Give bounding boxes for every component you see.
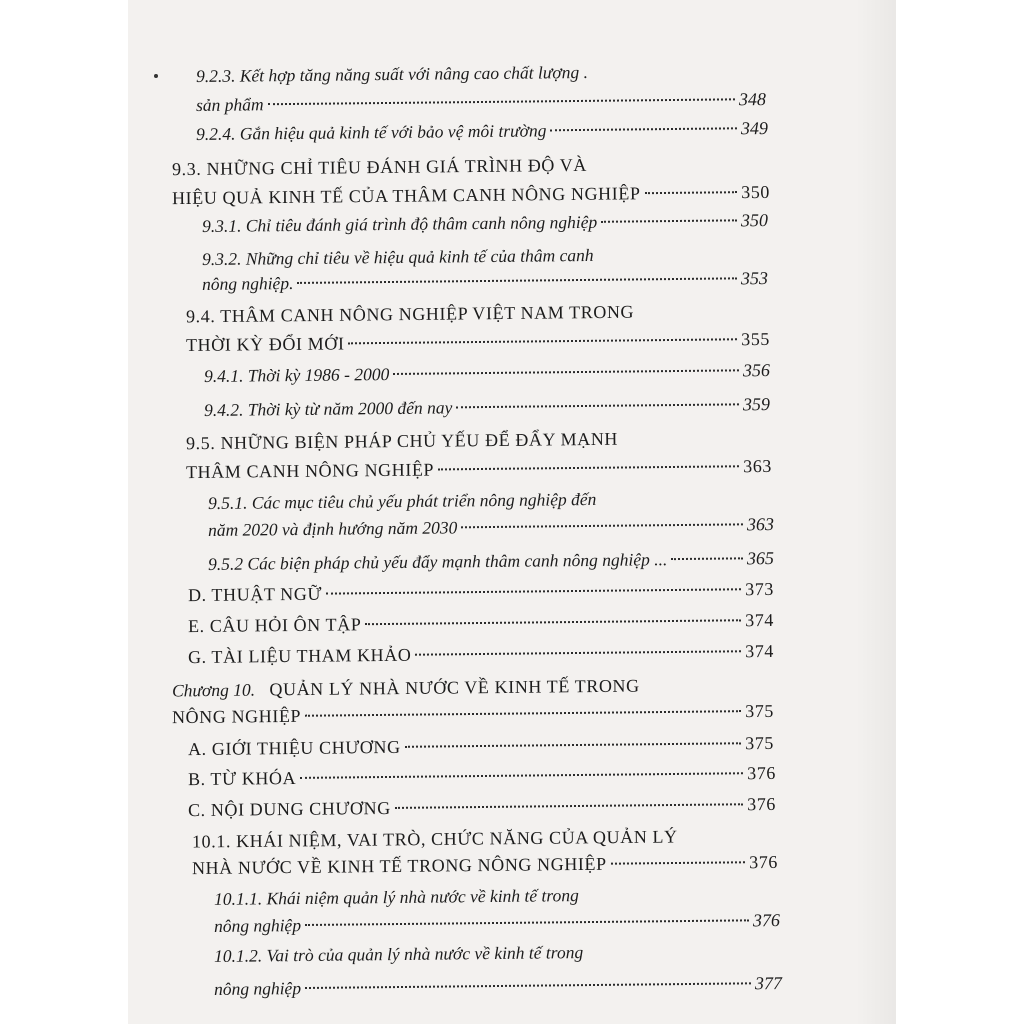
toc-entry-page: 348 bbox=[738, 89, 767, 110]
toc-entry-page: 373 bbox=[745, 578, 775, 600]
dot-leader bbox=[300, 771, 743, 779]
table-of-contents bbox=[128, 0, 896, 1024]
toc-entry-page: 376 bbox=[752, 910, 781, 931]
toc-entry bbox=[204, 356, 770, 390]
dot-leader bbox=[365, 618, 741, 625]
toc-section-heading bbox=[186, 325, 770, 359]
toc-entry-page: 356 bbox=[742, 360, 771, 381]
toc-entry bbox=[202, 264, 768, 298]
dot-leader bbox=[297, 276, 737, 284]
toc-entry-page: 359 bbox=[742, 394, 771, 415]
toc-entry-page: 377 bbox=[754, 973, 783, 994]
dot-leader bbox=[461, 522, 743, 528]
dot-leader bbox=[348, 337, 737, 344]
toc-entry-title: 10.1. KHÁI NIỆM, VAI TRÒ, CHỨC NĂNG CỦA QUẢN LÝ bbox=[191, 826, 678, 852]
toc-entry-page: 349 bbox=[740, 118, 769, 139]
toc-entry-title: 9.4.1. Thời kỳ 1986 - 2000 bbox=[203, 364, 390, 386]
toc-entry bbox=[214, 969, 782, 1003]
toc-entry-title: A. GIỚI THIỆU CHƯƠNG bbox=[187, 736, 401, 760]
dot-leader bbox=[268, 97, 735, 105]
toc-section-heading bbox=[188, 575, 774, 609]
toc-entry-title: 10.1.2. Vai trò của quản lý nhà nước về kinh tế trong bbox=[213, 942, 584, 966]
toc-entry-page: 350 bbox=[741, 181, 771, 203]
toc-entry-title: 9.5. NHỮNG BIỆN PHÁP CHỦ YẾU ĐỂ ĐẨY MẠNH bbox=[185, 428, 619, 454]
dot-leader bbox=[405, 741, 742, 748]
toc-entry-title: 9.4.2. Thời kỳ từ năm 2000 đến nay bbox=[203, 397, 453, 420]
toc-entry-page: 374 bbox=[745, 640, 775, 662]
toc-entry-page: 375 bbox=[745, 700, 775, 722]
toc-section-heading bbox=[188, 637, 774, 671]
toc-entry bbox=[214, 938, 583, 970]
dot-leader bbox=[393, 368, 739, 375]
toc-entry-page: 365 bbox=[746, 548, 775, 569]
toc-entry-title: HIỆU QUẢ KINH TẾ CỦA THÂM CANH NÔNG NGHIỆP bbox=[171, 183, 641, 209]
dot-leader bbox=[456, 402, 739, 408]
dot-leader bbox=[611, 860, 746, 864]
toc-section-heading bbox=[188, 790, 776, 824]
toc-section-heading bbox=[186, 298, 634, 331]
toc-entry-page: 350 bbox=[740, 210, 769, 231]
toc-entry-title: THÂM CANH NÔNG NGHIỆP bbox=[185, 459, 435, 483]
dot-leader bbox=[326, 587, 741, 594]
chapter-number: Chương 10. bbox=[171, 679, 256, 701]
toc-entry-title: 9.3.2. Những chỉ tiêu về hiệu quả kinh tế của thâm canh bbox=[201, 244, 594, 270]
dot-leader bbox=[305, 918, 749, 926]
toc-entry-page: 374 bbox=[745, 609, 775, 631]
toc-entry-title: năm 2020 và định hướng năm 2030 bbox=[207, 517, 458, 540]
toc-chapter-heading bbox=[172, 697, 774, 731]
toc-entry-title: 9.4. THÂM CANH NÔNG NGHIỆP VIỆT NAM TRONG bbox=[185, 301, 635, 327]
toc-entry-title: 9.5.2 Các biện pháp chủ yếu đẩy mạnh thâm canh nông nghiệp ... bbox=[207, 549, 668, 574]
toc-entry-title: 9.2.3. Kết hợp tăng năng suất với nâng cao chất lượng . bbox=[195, 61, 589, 87]
toc-entry-title: nông nghiệp. bbox=[201, 273, 294, 294]
toc-section-heading bbox=[172, 151, 587, 183]
dot-leader bbox=[671, 556, 743, 560]
dot-leader bbox=[601, 218, 737, 222]
toc-entry-title: QUẢN LÝ NHÀ NƯỚC VỀ KINH TẾ TRONG bbox=[269, 675, 640, 700]
dot-leader bbox=[395, 802, 743, 809]
toc-entry bbox=[208, 544, 774, 578]
dot-leader bbox=[415, 649, 741, 655]
toc-entry bbox=[214, 906, 780, 940]
toc-entry-title: 9.5.1. Các mục tiêu chủ yếu phát triển nông nghiệp đến bbox=[207, 488, 597, 514]
toc-entry bbox=[196, 114, 768, 148]
toc-entry-title: sản phẩm bbox=[195, 94, 264, 115]
toc-entry-title: E. CÂU HỎI ÔN TẬP bbox=[187, 614, 362, 637]
toc-entry-title: G. TÀI LIỆU THAM KHẢO bbox=[187, 644, 412, 668]
toc-entry bbox=[196, 85, 766, 119]
toc-section-heading bbox=[192, 848, 778, 882]
toc-entry-page: 355 bbox=[741, 328, 771, 350]
toc-entry-title: 9.3. NHỮNG CHỈ TIÊU ĐÁNH GIÁ TRÌNH ĐỘ VÀ bbox=[171, 154, 588, 180]
toc-entry-title: D. THUẬT NGỮ bbox=[187, 583, 323, 606]
toc-entry bbox=[208, 510, 774, 544]
toc-entry-title: 9.2.4. Gắn hiệu quả kinh tế với bảo vệ môi trường bbox=[195, 120, 547, 144]
toc-entry-page: 376 bbox=[747, 762, 777, 784]
toc-entry-page: 375 bbox=[745, 732, 775, 754]
toc-entry-title: NÔNG NGHIỆP bbox=[171, 705, 302, 728]
toc-section-heading bbox=[188, 729, 774, 763]
toc-entry-title: 9.3.1. Chỉ tiêu đánh giá trình độ thâm canh nông nghiệp bbox=[201, 211, 598, 236]
toc-entry-title: C. NỘI DUNG CHƯƠNG bbox=[187, 797, 391, 821]
toc-entry-title: nông nghiệp bbox=[213, 915, 302, 936]
toc-entry bbox=[204, 390, 770, 424]
toc-entry bbox=[202, 206, 768, 240]
dot-leader bbox=[550, 126, 737, 131]
dot-leader bbox=[438, 464, 739, 470]
toc-entry-title: THỜI KỲ ĐỔI MỚI bbox=[185, 333, 345, 356]
dot-leader bbox=[645, 190, 738, 194]
toc-entry-title: 10.1.1. Khái niệm quản lý nhà nước về kinh tế trong bbox=[213, 885, 579, 909]
toc-section-heading bbox=[188, 606, 774, 640]
toc-entry-page: 363 bbox=[746, 514, 775, 535]
toc-entry-page: 376 bbox=[747, 793, 777, 815]
toc-section-heading bbox=[188, 759, 776, 793]
book-page bbox=[128, 0, 896, 1024]
toc-entry-title: B. TỪ KHÓA bbox=[187, 767, 297, 790]
toc-section-heading bbox=[186, 452, 772, 486]
toc-entry-title: nông nghiệp bbox=[213, 978, 302, 999]
dot-leader bbox=[305, 709, 741, 717]
dot-leader bbox=[305, 981, 751, 989]
toc-entry bbox=[196, 58, 588, 90]
toc-entry-page: 353 bbox=[740, 268, 769, 289]
toc-entry-page: 363 bbox=[743, 455, 773, 477]
toc-entry-title: NHÀ NƯỚC VỀ KINH TẾ TRONG NÔNG NGHIỆP bbox=[191, 853, 607, 879]
toc-section-heading bbox=[186, 425, 618, 458]
toc-entry-page: 376 bbox=[749, 851, 779, 873]
